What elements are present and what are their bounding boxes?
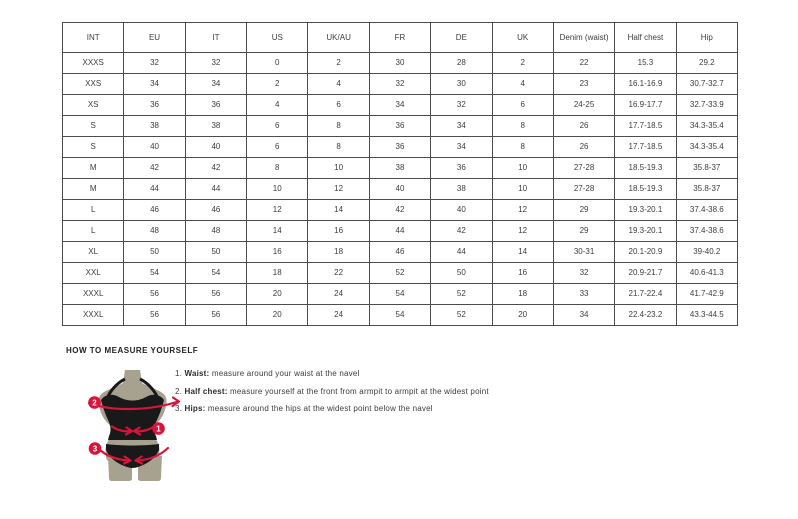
table-cell: 46 bbox=[185, 200, 246, 221]
column-header: Hip bbox=[676, 23, 737, 53]
table-cell: 32 bbox=[431, 95, 492, 116]
table-cell: 30-31 bbox=[553, 242, 614, 263]
header-row bbox=[63, 23, 738, 53]
table-cell: 38 bbox=[431, 179, 492, 200]
column-header: INT bbox=[63, 23, 124, 53]
badge-1-number: 1 bbox=[156, 424, 161, 434]
table-cell: 41.7-42.9 bbox=[676, 284, 737, 305]
table-row bbox=[63, 284, 738, 305]
column-header: IT bbox=[185, 23, 246, 53]
table-cell: 56 bbox=[185, 305, 246, 326]
table-cell: 26 bbox=[553, 137, 614, 158]
table-cell: 6 bbox=[492, 95, 553, 116]
measure-step bbox=[175, 383, 489, 401]
table-cell: 20 bbox=[492, 305, 553, 326]
table-cell: 36 bbox=[369, 137, 430, 158]
table-cell: 56 bbox=[124, 305, 185, 326]
column-header: FR bbox=[369, 23, 430, 53]
table-cell: 12 bbox=[308, 179, 369, 200]
table-cell: 48 bbox=[185, 221, 246, 242]
step-label: Hips: bbox=[184, 404, 206, 413]
table-cell: 40 bbox=[185, 137, 246, 158]
measure-steps bbox=[175, 365, 489, 418]
table-cell: 12 bbox=[247, 200, 308, 221]
step-number: 3. bbox=[175, 404, 185, 413]
table-cell: 4 bbox=[492, 74, 553, 95]
table-cell: 50 bbox=[431, 263, 492, 284]
table-cell: 35.8-37 bbox=[676, 179, 737, 200]
table-cell: XXXL bbox=[63, 284, 124, 305]
step-text: measure yourself at the front from armpit to armpit at the widest point bbox=[227, 386, 489, 396]
table-cell: 42 bbox=[431, 221, 492, 242]
mannequin-illustration bbox=[85, 370, 185, 482]
table-cell: 42 bbox=[124, 158, 185, 179]
column-header: Half chest bbox=[615, 23, 676, 53]
table-cell: 8 bbox=[492, 137, 553, 158]
measure-heading: HOW TO MEASURE YOURSELF bbox=[66, 346, 199, 355]
table-cell: 37.4-38.6 bbox=[676, 200, 737, 221]
table-row bbox=[63, 95, 738, 116]
table-cell: 38 bbox=[369, 158, 430, 179]
table-cell: 17.7-18.5 bbox=[615, 116, 676, 137]
step-label: Half chest: bbox=[184, 386, 228, 396]
badge-3-number: 3 bbox=[92, 444, 98, 454]
table-cell: M bbox=[63, 158, 124, 179]
table-cell: 36 bbox=[185, 95, 246, 116]
table-row bbox=[63, 158, 738, 179]
table-cell: 40.6-41.3 bbox=[676, 263, 737, 284]
table-cell: 34.3-35.4 bbox=[676, 137, 737, 158]
table-cell: 34 bbox=[185, 74, 246, 95]
table-cell: 56 bbox=[124, 284, 185, 305]
table-cell: M bbox=[63, 179, 124, 200]
table-cell: 43.3-44.5 bbox=[676, 305, 737, 326]
table-row bbox=[63, 137, 738, 158]
table-cell: 30 bbox=[431, 74, 492, 95]
table-cell: 34 bbox=[431, 137, 492, 158]
table-row bbox=[63, 179, 738, 200]
table-cell: 30 bbox=[369, 53, 430, 74]
table-cell: 50 bbox=[185, 242, 246, 263]
table-cell: 21.7-22.4 bbox=[615, 284, 676, 305]
table-row bbox=[63, 242, 738, 263]
table-cell: 10 bbox=[492, 179, 553, 200]
table-cell: 8 bbox=[308, 137, 369, 158]
table-cell: 32.7-33.9 bbox=[676, 95, 737, 116]
table-cell: 46 bbox=[369, 242, 430, 263]
table-cell: S bbox=[63, 137, 124, 158]
column-header: EU bbox=[124, 23, 185, 53]
table-cell: 14 bbox=[247, 221, 308, 242]
table-cell: 26 bbox=[553, 116, 614, 137]
table-cell: 32 bbox=[185, 53, 246, 74]
table-cell: 44 bbox=[431, 242, 492, 263]
table-cell: 16 bbox=[492, 263, 553, 284]
step-number: 1. bbox=[175, 369, 185, 378]
table-cell: 32 bbox=[124, 53, 185, 74]
table-cell: 27-28 bbox=[553, 158, 614, 179]
step-text: measure around your waist at the navel bbox=[209, 369, 360, 378]
table-cell: 34.3-35.4 bbox=[676, 116, 737, 137]
table-cell: 18.5-19.3 bbox=[615, 158, 676, 179]
table-cell: 20.1-20.9 bbox=[615, 242, 676, 263]
step-text: measure around the hips at the widest point below the navel bbox=[205, 404, 433, 413]
table-cell: L bbox=[63, 221, 124, 242]
table-cell: 24-25 bbox=[553, 95, 614, 116]
table-cell: 15.3 bbox=[615, 53, 676, 74]
table-cell: 6 bbox=[308, 95, 369, 116]
table-cell: 42 bbox=[185, 158, 246, 179]
table-cell: 19.3-20.1 bbox=[615, 221, 676, 242]
table-cell: 14 bbox=[492, 242, 553, 263]
table-cell: 29 bbox=[553, 221, 614, 242]
table-cell: 54 bbox=[185, 263, 246, 284]
table-cell: 34 bbox=[553, 305, 614, 326]
table-cell: 44 bbox=[185, 179, 246, 200]
table-cell: 16.9-17.7 bbox=[615, 95, 676, 116]
table-cell: 34 bbox=[124, 74, 185, 95]
table-cell: 40 bbox=[124, 137, 185, 158]
table-cell: 17.7-18.5 bbox=[615, 137, 676, 158]
table-cell: 30.7-32.7 bbox=[676, 74, 737, 95]
table-cell: 20 bbox=[247, 305, 308, 326]
measure-step bbox=[175, 400, 489, 418]
step-label: Waist: bbox=[184, 369, 210, 378]
table-cell: 22.4-23.2 bbox=[615, 305, 676, 326]
measure-step bbox=[175, 365, 489, 383]
column-header: US bbox=[247, 23, 308, 53]
table-cell: 38 bbox=[185, 116, 246, 137]
table-cell: 36 bbox=[431, 158, 492, 179]
table-cell: 32 bbox=[369, 74, 430, 95]
table-cell: 4 bbox=[247, 95, 308, 116]
column-header: UK bbox=[492, 23, 553, 53]
table-cell: 44 bbox=[124, 179, 185, 200]
column-header: Denim (waist) bbox=[553, 23, 614, 53]
table-cell: 18 bbox=[247, 263, 308, 284]
table-cell: 46 bbox=[124, 200, 185, 221]
table-cell: 22 bbox=[553, 53, 614, 74]
table-cell: 35.8-37 bbox=[676, 158, 737, 179]
table-cell: XXXS bbox=[63, 53, 124, 74]
table-cell: XS bbox=[63, 95, 124, 116]
table-row bbox=[63, 74, 738, 95]
table-cell: 23 bbox=[553, 74, 614, 95]
table-cell: 27-28 bbox=[553, 179, 614, 200]
column-header: UK/AU bbox=[308, 23, 369, 53]
table-cell: 8 bbox=[308, 116, 369, 137]
table-cell: S bbox=[63, 116, 124, 137]
table-cell: 24 bbox=[308, 284, 369, 305]
table-row bbox=[63, 263, 738, 284]
table-cell: 10 bbox=[492, 158, 553, 179]
table-cell: 18.5-19.3 bbox=[615, 179, 676, 200]
table-cell: 16 bbox=[247, 242, 308, 263]
table-cell: 50 bbox=[124, 242, 185, 263]
table-cell: 36 bbox=[369, 116, 430, 137]
table-cell: 40 bbox=[369, 179, 430, 200]
table-cell: 10 bbox=[247, 179, 308, 200]
table-cell: XXXL bbox=[63, 305, 124, 326]
table-cell: 20.9-21.7 bbox=[615, 263, 676, 284]
table-cell: 12 bbox=[492, 221, 553, 242]
table-cell: 29.2 bbox=[676, 53, 737, 74]
table-cell: 2 bbox=[308, 53, 369, 74]
table-cell: 18 bbox=[492, 284, 553, 305]
table-cell: 39-40.2 bbox=[676, 242, 737, 263]
table-cell: 28 bbox=[431, 53, 492, 74]
measure-figure bbox=[85, 370, 185, 482]
table-cell: 54 bbox=[124, 263, 185, 284]
table-cell: L bbox=[63, 200, 124, 221]
table-cell: 56 bbox=[185, 284, 246, 305]
table-cell: 52 bbox=[369, 263, 430, 284]
table-cell: 10 bbox=[308, 158, 369, 179]
table-cell: 54 bbox=[369, 284, 430, 305]
table-row bbox=[63, 200, 738, 221]
table-row bbox=[63, 116, 738, 137]
table-cell: 6 bbox=[247, 116, 308, 137]
table-cell: XL bbox=[63, 242, 124, 263]
table-cell: XXS bbox=[63, 74, 124, 95]
table-cell: 4 bbox=[308, 74, 369, 95]
column-header: DE bbox=[431, 23, 492, 53]
table-cell: 34 bbox=[431, 116, 492, 137]
table-row bbox=[63, 305, 738, 326]
table-cell: 6 bbox=[247, 137, 308, 158]
table-cell: 16.1-16.9 bbox=[615, 74, 676, 95]
table-cell: 2 bbox=[492, 53, 553, 74]
table-cell: 48 bbox=[124, 221, 185, 242]
table-cell: 34 bbox=[369, 95, 430, 116]
step-number: 2. bbox=[175, 386, 185, 396]
table-cell: 24 bbox=[308, 305, 369, 326]
table-cell: XXL bbox=[63, 263, 124, 284]
table-cell: 20 bbox=[247, 284, 308, 305]
table-cell: 2 bbox=[247, 74, 308, 95]
badge-2-number: 2 bbox=[92, 398, 97, 408]
table-cell: 0 bbox=[247, 53, 308, 74]
table-cell: 38 bbox=[124, 116, 185, 137]
table-cell: 42 bbox=[369, 200, 430, 221]
table-row bbox=[63, 53, 738, 74]
table-cell: 37.4-38.6 bbox=[676, 221, 737, 242]
table-cell: 19.3-20.1 bbox=[615, 200, 676, 221]
table-cell: 32 bbox=[553, 263, 614, 284]
table-cell: 16 bbox=[308, 221, 369, 242]
table-cell: 33 bbox=[553, 284, 614, 305]
table-cell: 40 bbox=[431, 200, 492, 221]
table-cell: 54 bbox=[369, 305, 430, 326]
table-cell: 29 bbox=[553, 200, 614, 221]
table-cell: 14 bbox=[308, 200, 369, 221]
size-chart-table bbox=[62, 22, 738, 326]
size-chart-header bbox=[63, 23, 738, 53]
table-cell: 8 bbox=[247, 158, 308, 179]
table-cell: 52 bbox=[431, 284, 492, 305]
table-cell: 44 bbox=[369, 221, 430, 242]
table-cell: 18 bbox=[308, 242, 369, 263]
table-cell: 52 bbox=[431, 305, 492, 326]
table-cell: 8 bbox=[492, 116, 553, 137]
size-chart-body bbox=[63, 53, 738, 326]
table-cell: 12 bbox=[492, 200, 553, 221]
table-cell: 22 bbox=[308, 263, 369, 284]
table-cell: 36 bbox=[124, 95, 185, 116]
table-row bbox=[63, 221, 738, 242]
